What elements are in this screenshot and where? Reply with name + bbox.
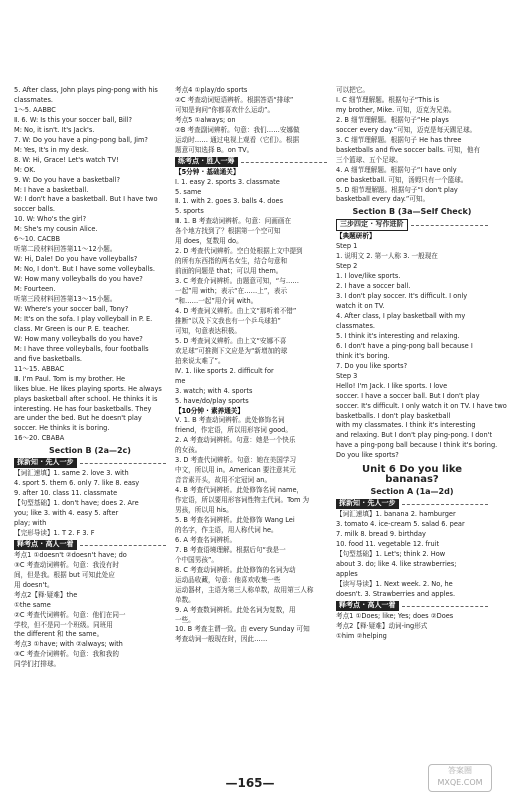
text-line: 6～10. CACBB [14, 235, 61, 244]
text-line: 3. watch; with 4. sports [175, 386, 253, 395]
text-line: are under the bed. But he doesn't play [14, 414, 142, 423]
text-line: 3. C 细节理解题。根据句子 He has three [336, 135, 462, 144]
text-line: 1. I love/like sports. [336, 272, 401, 281]
text-line: 运动时…… 通过电视上观看（它们）。根据 [175, 135, 300, 144]
text-line: think it's boring. [336, 351, 390, 360]
text-line: soccer every day.”可知，迈克是每天踢足球。 [336, 125, 477, 134]
section-bar-label: 练考点 · 胜人一筹 [175, 157, 238, 167]
text-line: 各个地方找到了？根据第一个空可知 [175, 227, 281, 236]
text-line: and relaxing. But I don't play ping-pong. I don't [336, 431, 493, 440]
text-line: 考点5 ①always; on [175, 115, 236, 124]
text-line: ③C 考查介词辨析。句意：我和我的 [14, 650, 119, 659]
column-middle [175, 86, 327, 645]
text-line: 考点2【释·疑难】the [14, 590, 78, 599]
text-line: 4. sport 5. them 6. only 7. like 8. easy [14, 479, 140, 488]
text-line: 7. Do you like sports? [336, 361, 408, 370]
text-line: 中文，所以用 in。American 要注意其元 [175, 466, 296, 475]
text-line: 7. milk 8. bread 9. birthday [336, 529, 426, 538]
text-line: ②C 考查代词辨析。句意：他们在同一 [14, 610, 126, 619]
text-line: Ⅰ. 1. easy 2. sports 3. classmate [175, 177, 280, 186]
text-line: me [175, 376, 186, 385]
text-line: 1. 说明文 2. 第一人称 3. 一般现在 [336, 252, 438, 261]
text-line: Do you like sports? [336, 451, 399, 460]
text-line: 运动品收藏，句意：他喜欢收集一些 [175, 575, 281, 584]
section-bar-label: 探新知 · 先人一步 [14, 458, 77, 468]
text-line: 5. sports [175, 207, 204, 216]
text-line: ①him ②helping [336, 631, 387, 640]
text-line: 3. C 考查介词辨析。由题意可知，“与…… [175, 277, 300, 286]
subheading: 【10分钟 · 素养通关】 [175, 406, 245, 415]
text-line: 考点3 ①have; with ②always; with [14, 640, 123, 649]
section-bar [336, 499, 488, 509]
text-line: basketballs and five soccer balls. 可知，他有 [336, 145, 481, 154]
section-heading: Section A (1a—2d) [370, 487, 454, 497]
text-line: 三个篮球、五个足球。 [336, 155, 402, 164]
subheading: 【5分钟 · 基础通关】 [175, 167, 240, 176]
text-line: 【句型基础】1. Let's; think 2. How [336, 549, 446, 558]
text-line: 听第二段材料回答第11～12小题。 [14, 245, 117, 254]
text-line: 7. B 考查语境理解。根据后句“我是一 [175, 545, 286, 554]
text-line: ②B 考查副词辨析。句意：我们……安娜做 [175, 125, 300, 134]
text-line: 4. B 考查代词辨析。此处修饰名词 name， [175, 486, 304, 495]
text-line: W: I don't have a basketball. But I have two [14, 195, 158, 204]
text-line: 的所有东西指的两名女生，结合句意和 [175, 257, 288, 266]
text-line: 作定语，所以要用形容词性物主代词。Tom 为 [175, 496, 310, 505]
text-line: 一些。 [175, 615, 195, 624]
text-line: 音音素开头，故用不定冠词 an。 [175, 476, 272, 485]
keypoint-answers [336, 612, 488, 642]
text-line: M: I have a basketball. [14, 185, 89, 194]
text-line: 11～15. ABBAC [14, 364, 65, 373]
text-line: 【读写导读】1. Next week. 2. No, he [336, 579, 453, 588]
text-line: 【完形导读】1. T 2. F 3. F [14, 528, 95, 537]
column-right [336, 86, 507, 641]
text-line: basketballs. I don't play basketball [336, 411, 451, 420]
text-line: M: OK. [14, 165, 36, 174]
text-line: one basketball. 可知，汤姆只有一个篮球。 [336, 175, 468, 184]
text-line: 个中国男孩”。 [175, 555, 218, 564]
text-line: W: How many volleyballs do you have? [14, 275, 143, 284]
text-line: 可知，句意表达积极。 [175, 326, 241, 335]
text-line: Ⅰ. C 细节理解题。根据句子“This is [336, 95, 440, 104]
text-line: 【词汇速填】1. banana 2. hamburger [336, 510, 456, 519]
text-line: 10. food 11. vegetable 12. fruit [336, 539, 440, 548]
text-line: 听第三段材料回答第13～15小题。 [14, 295, 117, 304]
text-line: 7. W: Do you have a ping-pong ball, Jim? [14, 135, 148, 144]
text-line: 8. W: Hi, Grace! Let's watch TV! [14, 155, 119, 164]
text-line: 推断“以及下文我也有一个乒乓球拍” [175, 316, 281, 325]
text-line: 2. D 考查代词辨析。空白处根据上文中提到 [175, 247, 303, 256]
practice-answers [175, 178, 327, 407]
text-line: 8. C 考查动词辨析。此处修饰的名词为动 [175, 565, 296, 574]
text-line: 【词汇速填】1. same 2. love 3. with [14, 469, 129, 478]
text-line: ②C 考查动词短语辨析。根据答语“排球” [175, 95, 294, 104]
text-line: my brother, Mike. 可知，迈克为兄弟。 [336, 105, 456, 114]
text-line: 考点1 ①Does; like; Yes; does ②Does [336, 611, 454, 620]
text-line: 2. B 细节理解题。根据句子“He plays [336, 115, 449, 124]
text-line: M: No, it isn't. It's Jack's. [14, 125, 95, 134]
text-line: Ⅴ. 1. B 考查动词辨析。此处修饰名词 [175, 416, 285, 425]
text-line: Step 3 [336, 371, 358, 380]
text-line: about 3. do; like 4. like strawberries; [336, 559, 457, 568]
text-line: likes blue. He likes playing sports. He always [14, 384, 162, 393]
text-line: 可以把它。 [336, 86, 369, 94]
text-line: Ⅲ. 1. B 考查动词辨析。句意：问画画在 [175, 217, 292, 226]
text-line: 2. A 考查动词辨析。句意：她是一个快乐 [175, 436, 296, 445]
text-line: M: No, I don't. But I have some volleyballs. [14, 265, 155, 274]
writing-answers [336, 242, 507, 461]
text-line: watch it on TV. [336, 302, 385, 311]
section-bar [336, 601, 488, 611]
text-line: 欢足球”可推测下文应是为“新增加的球 [175, 346, 288, 355]
text-line: 5. B 考查名词辨析。此处修饰 Wang Lei [175, 515, 295, 524]
text-line: ①the same [14, 600, 51, 609]
text-line: Ⅱ. 1. with 2. goes 3. balls 4. does [175, 197, 284, 206]
text-line: 间，但是我。根据 but 可知此处应 [14, 570, 115, 579]
text-line: W: How many volleyballs do you have? [14, 334, 143, 343]
text-line: 5. D 细节理解题。根据句子“I don't play [336, 185, 458, 194]
text-line: apples [336, 569, 358, 578]
text-line: the different 和 the same。 [14, 630, 104, 639]
text-line: 可知是询问“你都喜欢什么运动”。 [175, 105, 275, 114]
text-line: Step 1 [336, 242, 358, 251]
text-line: with my classmates. I think it's interesting [336, 421, 476, 430]
text-line: basketball every day.”可知。 [336, 195, 430, 204]
text-line: soccer. I have a soccer ball. But I don't play [336, 391, 480, 400]
section-bar [14, 458, 166, 468]
text-line: 考点4 ①play/do sports [175, 86, 248, 94]
text-line: 题意可知选择 B。on TV。 [175, 145, 254, 154]
subheading: 【典题研析】 [336, 232, 376, 241]
text-line: 1～5. AABBC [14, 105, 56, 114]
text-line: classmates. [336, 321, 376, 330]
text-line: 3. D 考查代词辨析。句意：她在美国学习 [175, 456, 297, 465]
text-line: 2. I have a soccer ball. [336, 282, 411, 291]
section-heading: Section B (2a—2c) [49, 446, 131, 456]
text-line: and five basketballs. [14, 354, 83, 363]
text-line: soccer balls. [14, 205, 56, 214]
text-line: 10. B 考查主谓一致。由 every Sunday 可知 [175, 625, 310, 634]
unit-title: Unit 6 Do you like bananas? [361, 464, 463, 486]
text-line: M: She's my cousin Alice. [14, 225, 98, 234]
text-line: plays basketball after school. He thinks it is [14, 394, 158, 403]
text-line: 学校，但不是同一个班级。同班用 [14, 620, 113, 629]
text-line: play; with [14, 518, 47, 527]
text-line: Step 2 [336, 262, 358, 271]
text-line: 的名字，作主语，用人称代词 he。 [175, 525, 278, 534]
text-line: 运动器材，主语为第三人称单数，故用第三人称 [175, 585, 314, 594]
text-line: 拍来说太难了”。 [175, 356, 225, 365]
text-line: 9. W: Do you have a basketball? [14, 175, 120, 184]
text-line: 的女孩。 [175, 446, 202, 455]
text-line: 5. After class, John plays ping-pong with his [14, 86, 158, 94]
section-bar-label: 三步四定 · 写作进阶 [336, 219, 408, 231]
practice-answers [175, 416, 327, 645]
text-line: Ⅳ. 1. like sports 2. difficult for [175, 366, 274, 375]
text-line: 考点1 ①doesn't ②doesn't have; do [14, 550, 127, 559]
text-line: 4. A 细节理解题。根据句子“I have only [336, 165, 457, 174]
text-line: 5. I think it's interesting and relaxing. [336, 331, 460, 340]
text-line: W: Where's your soccer ball, Tony? [14, 304, 129, 313]
text-line: soccer. It's difficult. I only watch it on TV. I have two [336, 401, 507, 410]
text-line: 5. have/do/play sports [175, 396, 249, 405]
vocab-answers [14, 469, 166, 539]
text-line: 考查动词一般现在时，因此…… [175, 635, 268, 644]
text-line: 考点2【释·疑难】动词-ing形式 [336, 621, 428, 630]
watermark-logo: 答案圈 MXQE.COM [428, 764, 492, 792]
section-bar-label: 释考点 · 高人一着 [336, 601, 399, 611]
text-line: soccer. He thinks it is boring. [14, 424, 110, 433]
section-bar-label: 释考点 · 高人一着 [14, 540, 77, 550]
text-line: 5. D 考查词义辨析。由上文“安娜不喜 [175, 336, 287, 345]
text-line: 男孩，所以用 his。 [175, 506, 233, 515]
text-line: W: Hi, Dale! Do you have volleyballs? [14, 255, 138, 264]
text-line: M: Fourteen. [14, 285, 56, 294]
text-line: interesting. He has four basketballs. They [14, 404, 152, 413]
text-line: M: It's on the sofa. I play volleyball in P. E. [14, 314, 153, 323]
reading-answers [336, 86, 488, 205]
text-line: Ⅱ. 6. W: Is this your soccer ball, Bill? [14, 115, 132, 124]
vocab-answers [336, 510, 488, 600]
text-line: 前面的问题是 that；可以用 them。 [175, 267, 283, 276]
listening-answers [14, 86, 166, 444]
text-line: Ⅲ. I'm Paul. Tom is my brother. He [14, 374, 126, 383]
keypoint-answers [14, 551, 166, 670]
section-bar [14, 540, 166, 550]
text-line: 16～20. CBABA [14, 434, 65, 443]
text-line: 用 does，复数用 do。 [175, 237, 243, 246]
text-line: have a ping-pong ball because I think it's boring. [336, 441, 498, 450]
text-line: Hello! I'm Jack. I like sports. I love [336, 381, 448, 390]
text-line: 6. I don't have a ping-pong ball because I [336, 341, 473, 350]
text-line: 单数。 [175, 595, 195, 604]
text-line: you; like 3. with 4. easy 5. after [14, 509, 119, 518]
text-line: friend，作定语，所以用形容词 good。 [175, 426, 292, 435]
text-line: 4. D 考查词义辨析。由上文“那听着不错” [175, 306, 297, 315]
text-line: class. Mr Green is our P. E. teacher. [14, 324, 130, 333]
text-line: 3. I don't play soccer. It's difficult. I only [336, 292, 468, 301]
text-line: 一起”用 with；表示“在……上”，表示 [175, 287, 288, 296]
section-bar [336, 219, 488, 231]
text-line: M: Yes, It's in my desk. [14, 145, 89, 154]
section-heading: Section B (3a—Self Check) [352, 207, 472, 217]
text-line: 用 doesn't。 [14, 580, 54, 589]
text-line: ③C 考查动词辨析。句意：我没有时 [14, 560, 119, 569]
column-left [14, 86, 166, 670]
section-bar-label: 探新知 · 先人一步 [336, 499, 399, 509]
text-line: 6. A 考查名词辨析。 [175, 535, 237, 544]
text-line: 3. tomato 4. ice-cream 5. salad 6. pear [336, 520, 465, 529]
text-line: 5. same [175, 187, 202, 196]
page-number: —165— [225, 776, 275, 790]
text-line: “和……一起”用介词 with。 [175, 297, 258, 306]
section-bar [175, 157, 327, 167]
text-line: 同学们打排球。 [14, 660, 61, 669]
keypoint-answers [175, 86, 327, 156]
text-line: 9. after 10. class 11. classmate [14, 489, 118, 498]
text-line: M: I have three volleyballs, four footballs [14, 344, 149, 353]
text-line: 【句型基础】1. don't have; does 2. Are [14, 499, 139, 508]
text-line: classmates. [14, 95, 54, 104]
text-line: 4. After class, I play basketball with my [336, 311, 466, 320]
text-line: 10. W: Who's the girl? [14, 215, 87, 224]
text-line: doesn't. 3. Strawberries and apples. [336, 589, 456, 598]
text-line: 9. A 考查数词辨析。此处名词为复数，用 [175, 605, 296, 614]
